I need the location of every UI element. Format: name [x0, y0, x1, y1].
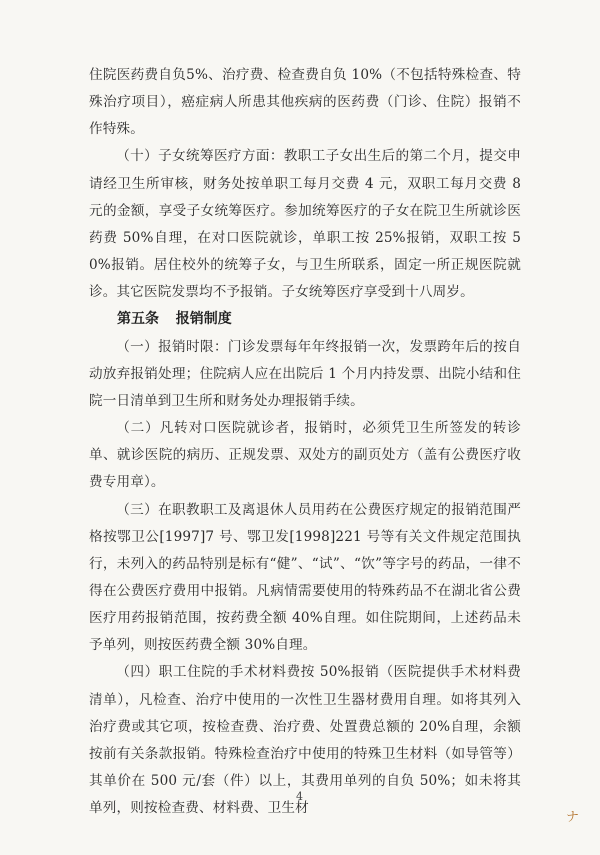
paragraph-reimbursement-deadline: （一）报销时限：门诊发票每年年终报销一次，发票跨年后的按自动放弃报销处理；住院病人应在出院后 1 个月内持发票、出院小结和住院一日清单到卫生所和财务处办理报销手续。 — [89, 338, 521, 409]
document-body — [89, 62, 521, 822]
article-heading — [89, 306, 521, 333]
article-number: 第五条 — [117, 311, 159, 328]
paragraph-referral-documents: （二）凡转对口医院就诊者，报销时，必须凭卫生所签发的转诊单、就诊医院的病历、正规发票、双处方的副页处方（盖有公费医疗收费专用章）。 — [89, 420, 521, 491]
paragraph-drug-scope: （三）在职教职工及离退休人员用药在公费医疗规定的报销范围严格按鄂卫公[1997]7 号、鄂卫发[1998]221 号等有关文件规定范围执行，未列入的药品特别是标有“健”、“试”、“饮”等字号的药品，一律不得在公费医疗费用中报销。凡病情需要使用的特殊药品不在湖北省公费医疗用药报销范围，按药费全额 40%自理。如住院期间，上述药品未予单列，则按医药费全额 30%自理。 — [89, 501, 521, 654]
article-title: 报销制度 — [175, 311, 232, 328]
paragraph-child-medical: （十）子女统筹医疗方面：教职工子女出生后的第二个月，提交申请经卫生所审核，财务处按单职工每月交费 4 元，双职工每月交费 8 元的金额，享受子女统筹医疗。参加统筹医疗的子女在院卫生所就诊医药费 50%自理，在对口医院就诊，单职工按 25%报销，双职工按 50%报销。居住校外的统筹子女，与卫生所联系，固定一所正规医院就诊。其它医院发票均不予报销。子女统筹医疗享受到十八周岁。 — [89, 148, 521, 301]
page-number: 4 — [296, 790, 303, 803]
paragraph-surgical-materials: （四）职工住院的手术材料费按 50%报销（医院提供手术材料费清单），凡检查、治疗中使用的一次性卫生器材费用自理。如将其列入治疗费或其它项，按检查费、治疗费、处置费总额的 20%自理，余额按前有关条款报销。特殊检查治疗中使用的特殊卫生材料（如导管等）其单价在 500 元/套（件）以上，其费用单列的自负 50%；如未将其单列，则按检查费、材料费、卫生材 — [89, 664, 521, 817]
paragraph-continued: 住院医药费自负5%、治疗费、检查费自负 10%（不包括特殊检查、特殊治疗项目），癌症病人所患其他疾病的医药费（门诊、住院）报销不作特殊。 — [89, 67, 521, 138]
margin-mark: ナ — [566, 810, 580, 825]
